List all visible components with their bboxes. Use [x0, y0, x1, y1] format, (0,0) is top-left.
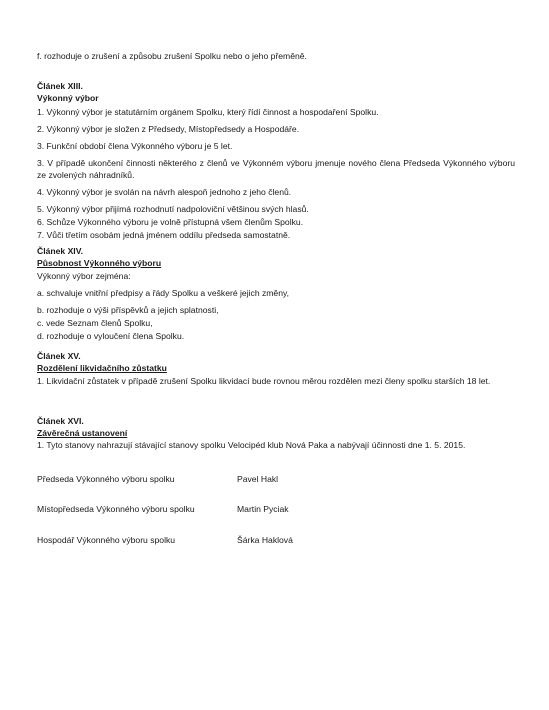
article-heading: Článek XVI.	[37, 416, 84, 426]
article-item: 6. Schůze Výkonného výboru je volně přístupná všem členům Spolku.	[37, 217, 304, 227]
article-heading: Článek XIII.	[37, 81, 83, 91]
article-item: 1. Výkonný výbor je statutárním orgánem Spolku, který řídí činnost a hospodaření Spolku.	[37, 107, 379, 117]
article-16	[37, 415, 515, 451]
article-item: 7. Vůči třetím osobám jedná jménem oddílu předseda samostatně.	[37, 230, 291, 240]
article-heading: Článek XV.	[37, 351, 81, 361]
signature-role: Hospodář Výkonného výboru spolku	[37, 535, 176, 545]
article-item: 4. Výkonný výbor je svolán na návrh alespoň jednoho z jeho členů.	[37, 187, 292, 197]
signature-row	[37, 534, 515, 546]
signature-name: Šárka Haklová	[237, 535, 293, 545]
article-subheading: Působnost Výkonného výboru	[37, 258, 162, 268]
article-item: 5. Výkonný výbor přijímá rozhodnutí nadpoloviční většinou svých hlasů.	[37, 204, 309, 214]
intro-section	[37, 50, 515, 62]
article-subheading: Výkonný výbor	[37, 93, 99, 103]
article-item: d. rozhoduje o vyloučení člena Spolku.	[37, 331, 185, 341]
article-item: a. schvaluje vnitřní předpisy a řády Spolku a veškeré jejich změny,	[37, 288, 290, 298]
article-13	[37, 80, 515, 241]
article-item: 1. Tyto stanovy nahrazují stávající stanovy spolku Velocipéd klub Nová Paka a nabývají účinnosti dne 1. 5. 2015.	[37, 440, 466, 450]
article-item: 1. Likvidační zůstatek v případě zrušení Spolku likvidací bude rovnou měrou rozdělen mezi členy spolku starších 18 let.	[37, 376, 491, 386]
article-item: 3. Funkční období člena Výkonného výboru je 5 let.	[37, 141, 233, 151]
signature-row	[37, 473, 515, 485]
signature-row	[37, 503, 515, 515]
article-item: 2. Výkonný výbor je složen z Předsedy, Místopředsedy a Hospodáře.	[37, 124, 300, 134]
signature-name: Pavel Hakl	[237, 474, 279, 484]
signature-role: Místopředseda Výkonného výboru spolku	[37, 504, 195, 514]
intro-item: f. rozhoduje o zrušení a způsobu zrušení Spolku nebo o jeho přeměně.	[37, 51, 307, 61]
article-item: 3. V případě ukončení činnosti některého z členů ve Výkonném výboru jmenuje nového člena Předseda Výkonného výboru ze zvolených náhradníků.	[37, 158, 515, 180]
article-item: c. vede Seznam členů Spolku,	[37, 318, 153, 328]
article-15	[37, 350, 515, 387]
article-14	[37, 245, 515, 342]
signature-role: Předseda Výkonného výboru spolku	[37, 474, 175, 484]
signature-name: Martin Pyciak	[237, 504, 289, 514]
article-item: b. rozhoduje o výši příspěvků a jejich splatnosti,	[37, 305, 219, 315]
article-subheading: Závěrečná ustanovení	[37, 428, 128, 438]
article-heading: Článek XIV.	[37, 246, 84, 256]
article-intro: Výkonný výbor zejména:	[37, 271, 131, 281]
article-subheading: Rozdělení likvidačního zůstatku	[37, 363, 167, 373]
